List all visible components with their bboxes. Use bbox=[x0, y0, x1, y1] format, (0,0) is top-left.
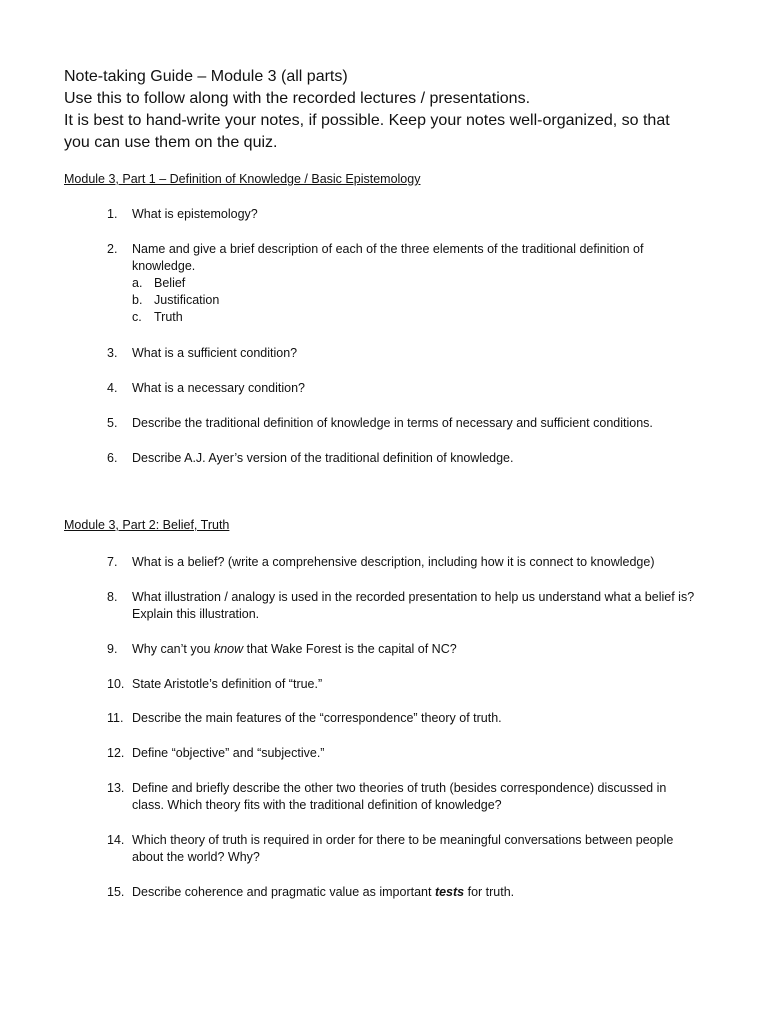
question-item bbox=[107, 884, 707, 901]
question-item bbox=[107, 710, 707, 727]
question-text: State Aristotle’s definition of “true.” bbox=[132, 677, 323, 691]
guide-title: Note-taking Guide – Module 3 (all parts) bbox=[64, 68, 348, 85]
question-item bbox=[107, 380, 707, 397]
emphasized-word: know bbox=[213, 642, 244, 656]
question-text: What illustration / analogy is used in the recorded presentation to help us understand what a belief is? Explain this illustration. bbox=[132, 590, 695, 621]
sub-text: Truth bbox=[154, 310, 183, 324]
emphasized-word: tests bbox=[434, 885, 465, 899]
question-number: 8. bbox=[107, 590, 118, 604]
question-number: 14. bbox=[107, 833, 125, 847]
question-text: What is a sufficient condition? bbox=[132, 346, 298, 360]
question-item bbox=[107, 676, 707, 693]
question-text-part: Describe coherence and pragmatic value as important bbox=[132, 885, 435, 899]
question-number: 4. bbox=[107, 381, 118, 395]
question-text: Describe the main features of the “correspondence” theory of truth. bbox=[132, 711, 502, 725]
question-item bbox=[107, 641, 707, 658]
sub-item bbox=[132, 309, 667, 326]
question-item bbox=[107, 206, 707, 223]
intro-line: It is best to hand-write your notes, if possible. Keep your notes well-organized, so that bbox=[64, 112, 670, 129]
question-number: 11. bbox=[107, 711, 124, 725]
question-text-part: Why can’t you bbox=[132, 642, 214, 656]
question-number: 9. bbox=[107, 642, 118, 656]
question-item bbox=[107, 589, 702, 623]
question-text: Name and give a brief description of each of the three elements of the traditional definition of knowledge. bbox=[132, 242, 644, 273]
question-text bbox=[132, 641, 707, 658]
intro-block bbox=[64, 66, 724, 154]
question-item bbox=[107, 241, 667, 326]
question-text: What is epistemology? bbox=[132, 207, 258, 221]
question-text-part: that Wake Forest is the capital of NC? bbox=[243, 642, 457, 656]
sub-letter: c. bbox=[132, 310, 142, 324]
question-number: 7. bbox=[107, 555, 118, 569]
question-text: Describe A.J. Ayer’s version of the traditional definition of knowledge. bbox=[132, 451, 514, 465]
question-number: 13. bbox=[107, 781, 125, 795]
question-item bbox=[107, 780, 687, 814]
question-text: Describe the traditional definition of knowledge in terms of necessary and sufficient conditions. bbox=[132, 416, 653, 430]
question-number: 6. bbox=[107, 451, 118, 465]
sub-text: Justification bbox=[154, 293, 220, 307]
question-item bbox=[107, 345, 707, 362]
question-text bbox=[132, 884, 707, 901]
question-number: 10. bbox=[107, 677, 125, 691]
question-item bbox=[107, 554, 707, 571]
question-text: Define and briefly describe the other two theories of truth (besides correspondence) discussed in class. Which theory fits with the traditional definition of knowledge? bbox=[132, 781, 667, 812]
question-number: 1. bbox=[107, 207, 118, 221]
question-text: Which theory of truth is required in order for there to be meaningful conversations between people about the world? Why? bbox=[132, 833, 674, 864]
intro-line: you can use them on the quiz. bbox=[64, 134, 278, 151]
sub-item bbox=[132, 292, 667, 309]
part2-heading: Module 3, Part 2: Belief, Truth bbox=[64, 518, 230, 532]
question-number: 3. bbox=[107, 346, 118, 360]
question-item bbox=[107, 450, 707, 467]
sub-item bbox=[132, 275, 667, 292]
question-number: 5. bbox=[107, 416, 118, 430]
question-item bbox=[107, 832, 707, 866]
sub-letter: b. bbox=[132, 293, 143, 307]
part1-heading: Module 3, Part 1 – Definition of Knowledge / Basic Epistemology bbox=[64, 172, 421, 186]
sub-text: Belief bbox=[154, 276, 186, 290]
question-text: Define “objective” and “subjective.” bbox=[132, 746, 325, 760]
question-number: 15. bbox=[107, 885, 125, 899]
question-item bbox=[107, 745, 707, 762]
question-item bbox=[107, 415, 707, 432]
question-number: 12. bbox=[107, 746, 125, 760]
sub-letter: a. bbox=[132, 276, 143, 290]
intro-line: Use this to follow along with the recorded lectures / presentations. bbox=[64, 90, 531, 107]
question-number: 2. bbox=[107, 242, 118, 256]
question-text-part: for truth. bbox=[464, 885, 515, 899]
question-text: What is a necessary condition? bbox=[132, 381, 306, 395]
question-text: What is a belief? (write a comprehensive description, including how it is connect to knowledge) bbox=[132, 555, 655, 569]
